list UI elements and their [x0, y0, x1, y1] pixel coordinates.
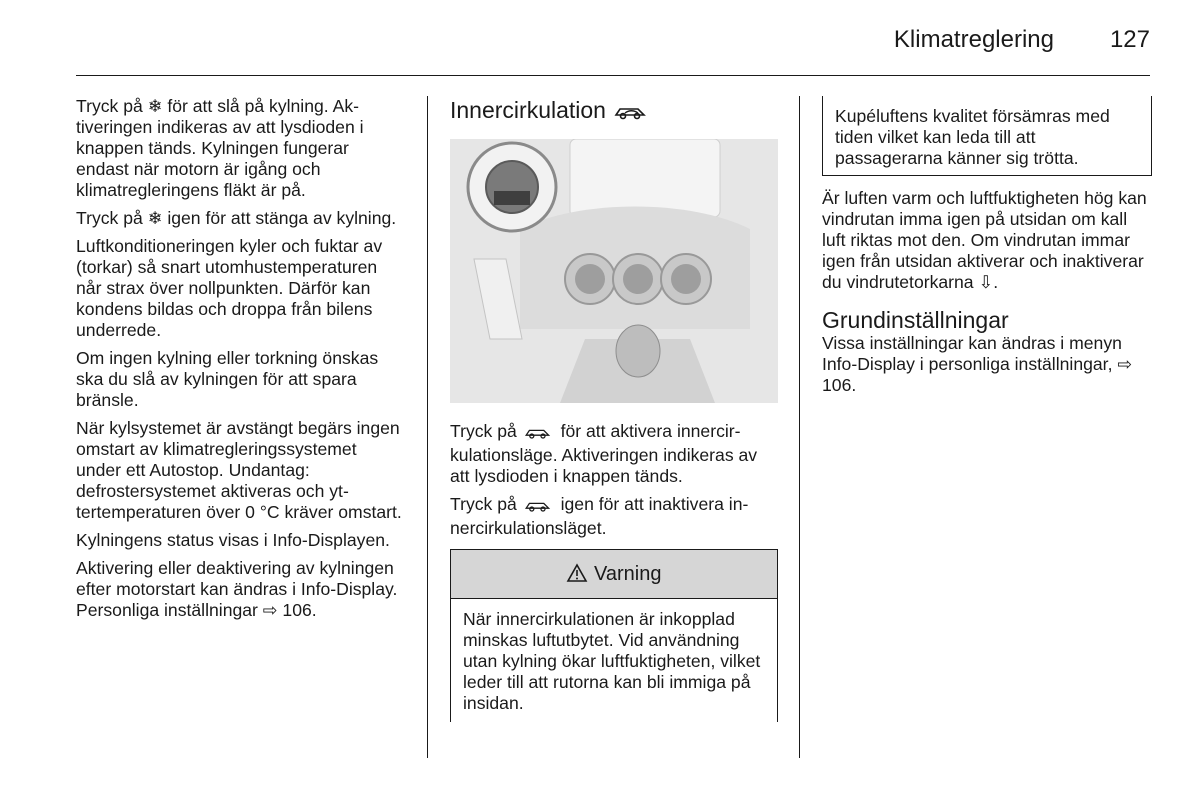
- paragraph: Kylningens status visas i Info-Displayen.: [76, 530, 390, 550]
- middle-column: [450, 96, 778, 722]
- recirculation-icon: [522, 424, 556, 445]
- warning-body: När innercirkulationen är inkopplad minskas luftutbytet. Vid användning utan kylning ökar luftfuktigheten, vilket leder till att rutorna kan bli immiga på insidan.: [463, 609, 761, 713]
- recirculation-icon: [522, 497, 556, 518]
- page-number: 127: [1109, 26, 1150, 53]
- section-heading: [450, 96, 778, 127]
- recirculation-icon: [612, 99, 652, 127]
- paragraph: Är luften varm och luftfuktigheten hög kan vindrutan imma igen på utsidan om kall luft riktas mot den. Om vindrutan immar igen från utsidan aktiverar och inaktiverar du vindrutetorkarna ⇩.: [822, 188, 1147, 292]
- warning-box: [450, 549, 778, 722]
- paragraph: Tryck på ❄ för att slå på kylning. Aktiveringen indikeras av att lysdioden i knappen tänds. Kylningen fungerar endast när motorn är igång och klimatregleringens fläkt är på.: [76, 96, 364, 200]
- column-divider-right: [799, 96, 800, 758]
- paragraph: Luftkonditioneringen kyler och fuktar av (torkar) så snart utomhustemperaturen når strax över nollpunkten. Därför kan kondens bildas och droppa från bilens underrede.: [76, 236, 383, 340]
- column-divider-left: [427, 96, 428, 758]
- warning-title: Varning: [594, 563, 662, 585]
- note-box: Kupéluftens kvalitet försämras med tiden vilket kan leda till att passagerarna känner sig trötta.: [822, 96, 1152, 176]
- left-column: [76, 96, 406, 628]
- paragraph: När kylsystemet är avstängt begärs ingen omstart av klimatregleringssystemet under ett Autostop. Undantag: defrostersystemet aktiveras och yttertemperaturen över 0 °C kräver omstart.: [76, 418, 402, 522]
- warning-header: [451, 550, 777, 599]
- header-rule: [76, 75, 1150, 76]
- heading-text: Innercirkulation: [450, 97, 606, 123]
- paragraph: Aktivering eller deaktivering av kylningen efter motorstart kan ändras i Info-Display. Personliga inställningar ⇨ 106.: [76, 558, 398, 620]
- right-column: [822, 96, 1152, 403]
- warning-triangle-icon: [566, 553, 588, 601]
- paragraph: Tryck på ❄ igen för att stänga av kylning.: [76, 208, 397, 228]
- section-heading: Grundinställningar: [822, 307, 1009, 333]
- paragraph: Tryck på igen för att inaktivera innercirkulationsläget.: [450, 494, 749, 538]
- page-header-title: Klimatreglering: [893, 26, 1054, 53]
- paragraph: Tryck på för att aktivera innercirkulationsläge. Aktiveringen indikeras av att lysdioden i knappen tänds.: [450, 421, 758, 486]
- dashboard-photo: [450, 139, 778, 403]
- paragraph: Om ingen kylning eller torkning önskas ska du slå av kylningen för att spara bränsle.: [76, 348, 379, 410]
- paragraph: Vissa inställningar kan ändras i menyn Info-Display i personliga inställningar, ⇨ 106.: [822, 333, 1133, 395]
